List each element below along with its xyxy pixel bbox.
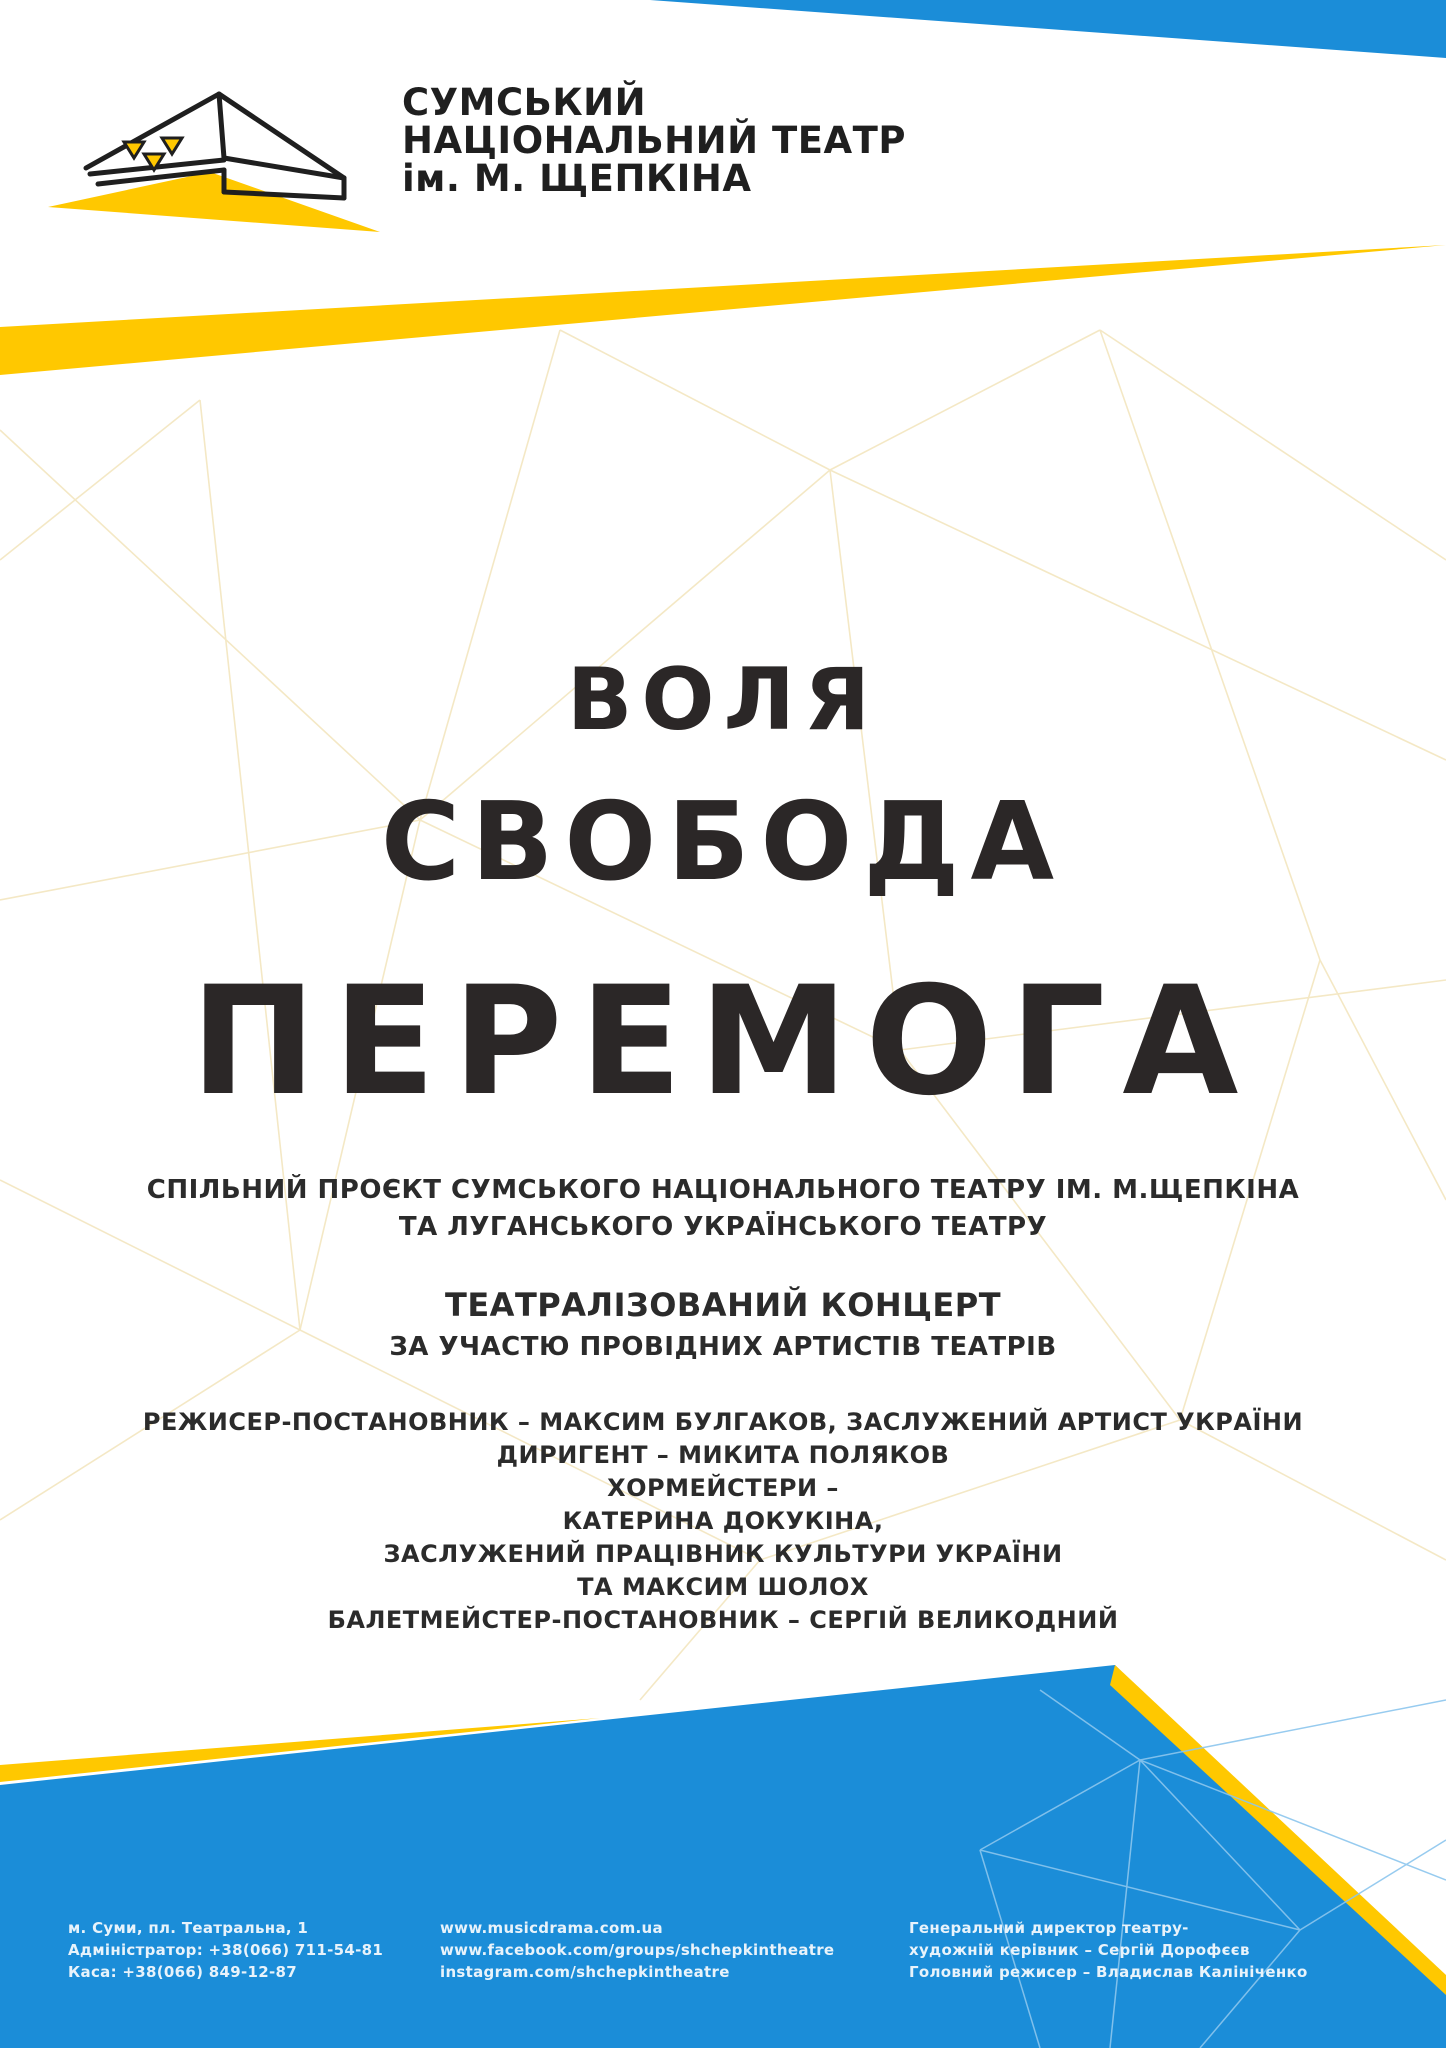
concert-title: ТЕАТРАЛІЗОВАНИЙ КОНЦЕРТ [444,1286,1002,1324]
footer-management-line: Генеральний директор театру- [909,1919,1189,1937]
theatre-name-line-2: НАЦІОНАЛЬНИЙ ТЕАТР [402,119,906,162]
footer-box-office-phone: Каса: +38(066) 849-12-87 [68,1963,298,1981]
credits-list [0,1406,1446,1637]
footer-contacts [68,1917,383,1983]
footer-management [909,1917,1308,1983]
credit-line: КАТЕРИНА ДОКУКІНА, [562,1507,884,1535]
credit-line: ДИРИГЕНТ – МИКИТА ПОЛЯКОВ [496,1441,950,1469]
bottom-blue-panel [0,1665,1446,2048]
footer-management-line: художній керівник – Сергій Дорофєєв [909,1941,1250,1959]
theatre-name [402,81,906,200]
footer-website-link: www.musicdrama.com.ua [440,1919,663,1937]
footer-management-line: Головний режисер – Владислав Калініченко [909,1963,1308,1981]
project-description [0,1172,1446,1246]
footer-links [440,1917,834,1983]
footer-instagram-link: instagram.com/shchepkintheatre [440,1963,730,1981]
title-line-volia: ВОЛЯ [566,650,880,750]
footer-address: м. Суми, пл. Театральна, 1 [68,1919,309,1937]
title-line-svoboda: СВОБОДА [380,780,1066,905]
theatre-building-icon [44,88,384,238]
credit-line: БАЛЕТМЕЙСТЕР-ПОСТАНОВНИК – СЕРГІЙ ВЕЛИКОДНИЙ [327,1606,1119,1634]
credit-line: ХОРМЕЙСТЕРИ – [607,1474,839,1502]
title-line-peremoha: ПЕРЕМОГА [190,955,1256,1129]
credit-line: ЗАСЛУЖЕНИЙ ПРАЦІВНИК КУЛЬТУРИ УКРАЇНИ [383,1540,1063,1568]
credit-line: РЕЖИСЕР-ПОСТАНОВНИК – МАКСИМ БУЛГАКОВ, ЗАСЛУЖЕНИЙ АРТИСТ УКРАЇНИ [142,1408,1304,1436]
footer-facebook-link: www.facebook.com/groups/shchepkintheatre [440,1941,835,1959]
credit-line: ТА МАКСИМ ШОЛОХ [577,1573,869,1601]
top-blue-stripe [650,0,1446,58]
theatre-name-line-1: СУМСЬКИЙ [402,81,647,124]
footer-admin-phone: Адміністратор: +38(066) 711-54-81 [68,1941,384,1959]
project-line-1: СПІЛЬНИЙ ПРОЄКТ СУМСЬКОГО НАЦІОНАЛЬНОГО ТЕАТРУ ІМ. М.ЩЕПКІНА [146,1175,1300,1205]
concert-subtitle: ЗА УЧАСТЮ ПРОВІДНИХ АРТИСТІВ ТЕАТРІВ [389,1332,1057,1362]
yellow-diagonal-band [0,245,1446,375]
project-line-2: ТА ЛУГАНСЬКОГО УКРАЇНСЬКОГО ТЕАТРУ [398,1212,1048,1242]
theatre-name-line-3: ім. М. ЩЕПКІНА [402,157,752,200]
